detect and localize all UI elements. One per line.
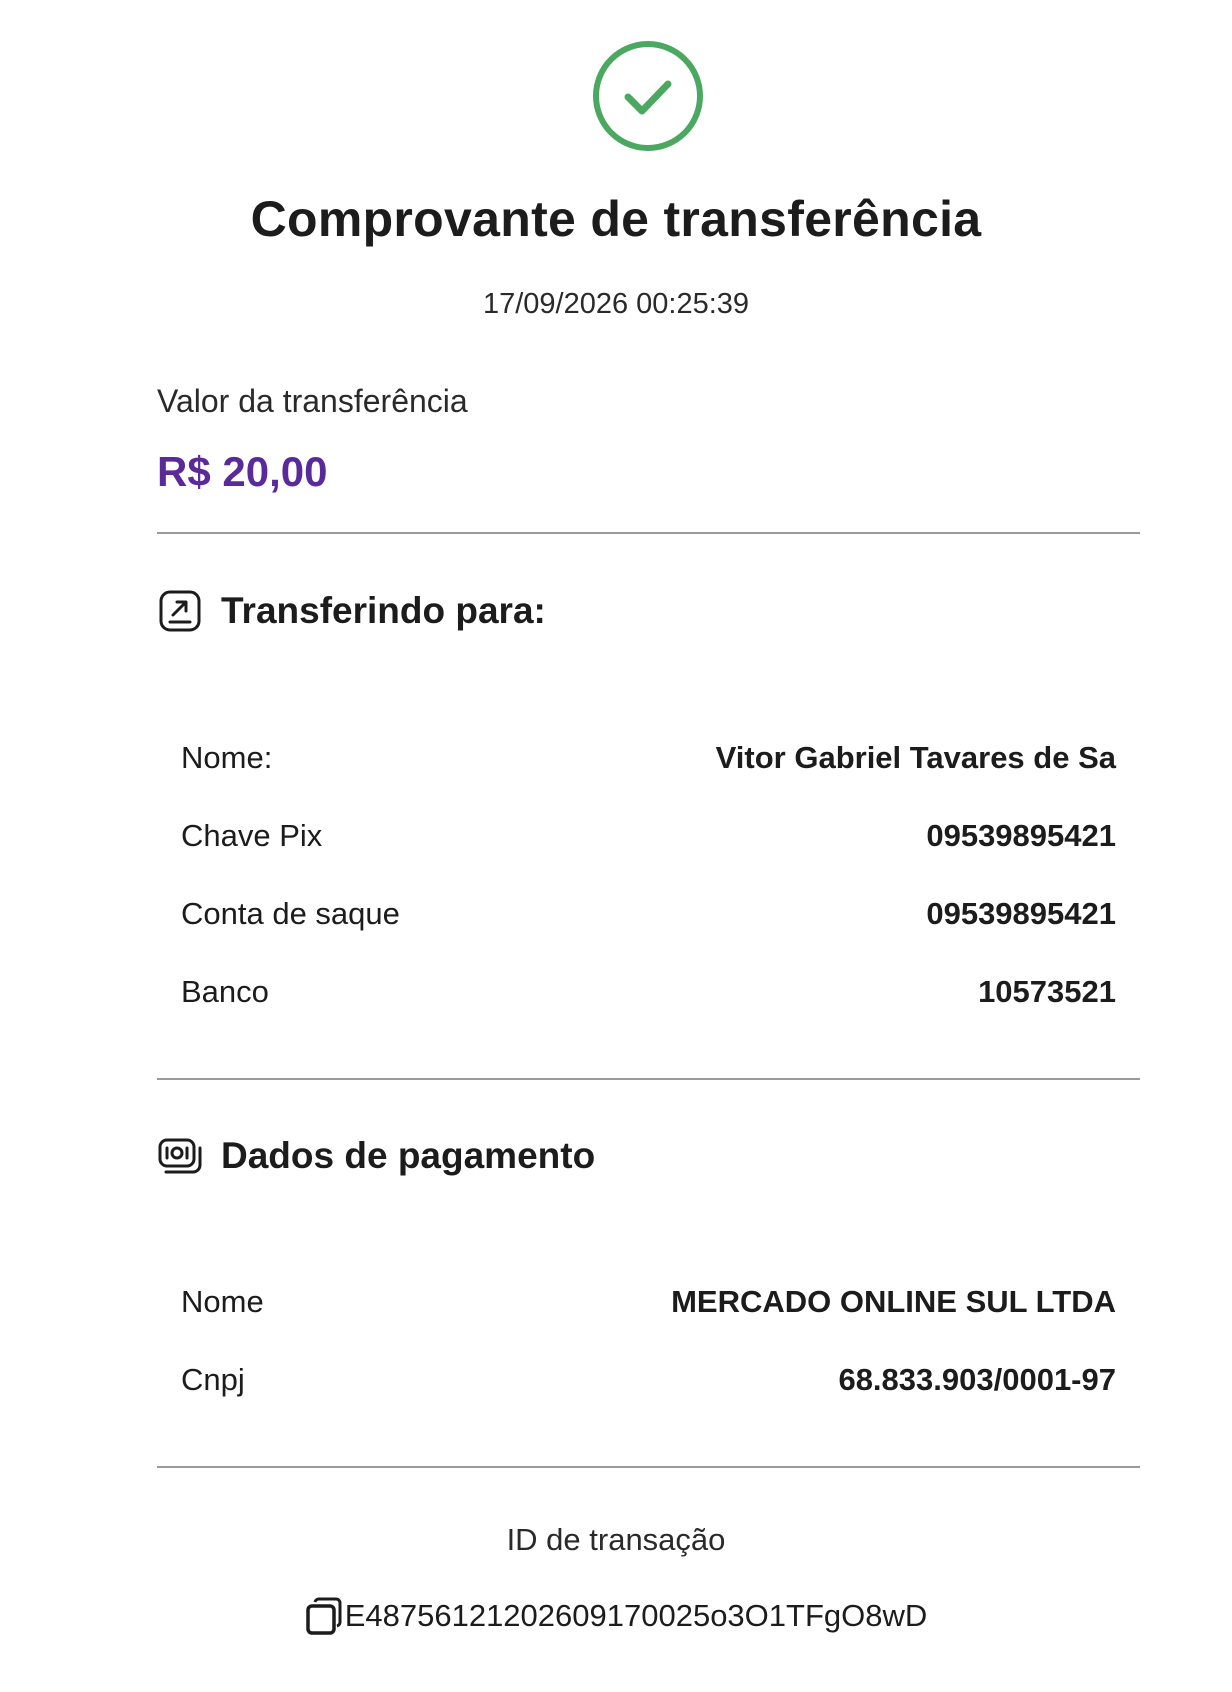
row-label: Nome	[181, 1284, 264, 1319]
payment-heading: Dados de pagamento	[221, 1135, 596, 1176]
recipient-row-pix-key	[181, 814, 1116, 858]
amount-value: R$ 20,00	[157, 448, 328, 495]
payment-row-cnpj	[181, 1358, 1116, 1402]
transfer-datetime: 17/09/2026 00:25:39	[482, 288, 750, 320]
transaction-id[interactable]: E48756121202609170025o3O1TFgO8wD	[344, 1598, 928, 1633]
payment-section-header	[157, 1132, 595, 1180]
row-label: Chave Pix	[181, 818, 323, 853]
copy-icon[interactable]	[305, 1596, 343, 1636]
row-label: Cnpj	[181, 1362, 245, 1397]
payment-row-name	[181, 1280, 1116, 1324]
amount-label: Valor da transferência	[157, 383, 468, 419]
arrow-up-right-icon	[157, 588, 203, 634]
row-value: Vitor Gabriel Tavares de Sa	[715, 740, 1116, 775]
check-circle-icon	[592, 40, 704, 152]
recipient-row-bank	[181, 970, 1116, 1014]
row-label: Conta de saque	[181, 896, 400, 931]
page-title: Comprovante de transferência	[250, 191, 982, 247]
row-label: Nome:	[181, 740, 273, 775]
row-value: 10573521	[978, 974, 1116, 1009]
transaction-id-label: ID de transação	[506, 1522, 726, 1557]
recipient-row-account	[181, 892, 1116, 936]
recipient-section-header	[157, 587, 546, 635]
row-value: MERCADO ONLINE SUL LTDA	[671, 1284, 1116, 1319]
row-value: 68.833.903/0001-97	[838, 1362, 1116, 1397]
recipient-heading: Transferindo para:	[221, 590, 546, 631]
row-value: 09539895421	[926, 896, 1116, 931]
recipient-row-name	[181, 736, 1116, 780]
divider	[157, 1078, 1140, 1080]
divider	[157, 1466, 1140, 1468]
row-value: 09539895421	[926, 818, 1116, 853]
transaction-id-row[interactable]	[0, 1596, 1232, 1636]
row-label: Banco	[181, 974, 269, 1009]
divider	[157, 532, 1140, 534]
money-icon	[157, 1133, 203, 1179]
